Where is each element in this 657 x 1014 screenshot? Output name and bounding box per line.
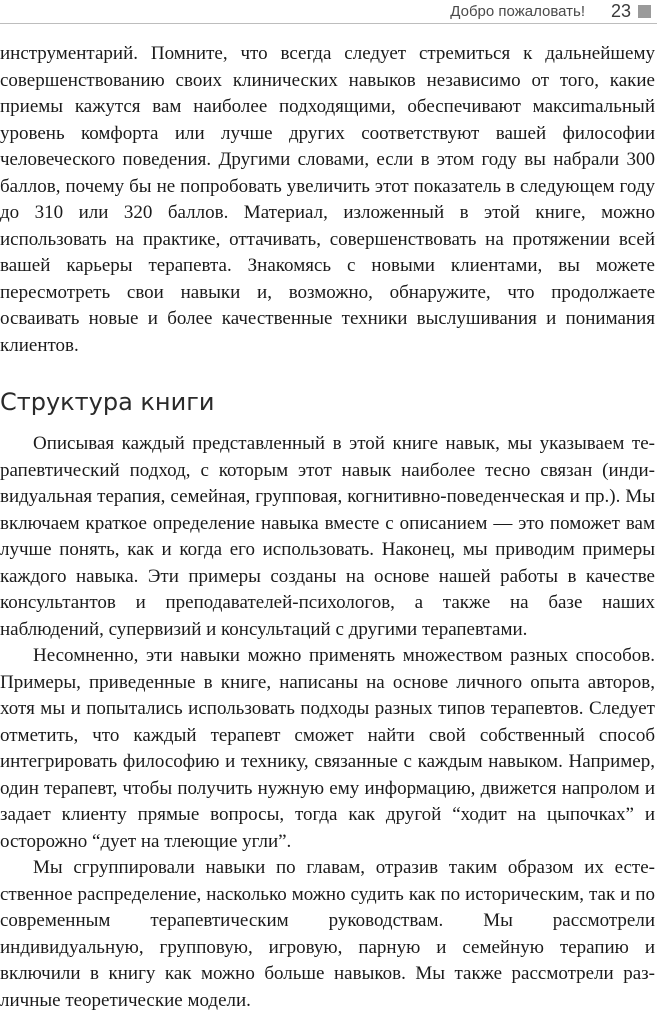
body-paragraph-1: Описывая каждый представленный в этой книге навык, мы указываем терапевтический подход, с которым этот навык наиболее тесно связан (индивидуальная терапия, семейная, групповая, когнитивно-поведенческая и пр.). Мы включаем краткое определение навыка вместе с описанием — это поможет вам лучше понять, как и когда его использовать. Наконец, мы приводим примеры каждого навыка. Эти примеры созданы на основе нашей работы в качестве консультантов и преподавателей-психологов, а также на базе наших наблюдений, супервизий и консультаций с другими терапевтами. — [0, 433, 655, 640]
running-header-title: Добро пожаловать! — [450, 3, 585, 20]
body-paragraph-2: Несомненно, эти навыки можно применять множеством разных способов. Примеры, приведенные в книге, написаны на основе личного опыта авторов, хотя мы и попытались использовать подходы разных типов терапевтов. Следует отметить, что каждый терапевт сможет найти свой собственный способ интегрировать философию и технику, связанные с каждым навыком. Например, один терапевт, чтобы получить нужную ему информацию, движется напролом и задает клиенту прямые вопросы, тогда как другой “ходит на цыпочках” и осторожно “дует на тлеющие угли”. — [0, 645, 655, 852]
header-divider — [0, 23, 657, 24]
header-square-marker — [638, 5, 651, 18]
intro-paragraph: инструментарий. Помните, что всегда следует стремиться к дальнейшему совершенствованию своих клинических навыков независимо от того, какие приемы кажутся вам наиболее подходящими, обеспечивают максиmальный уровень комфорта или лучше других соответствуют вашей философии человеческого поведения. Другими словами, если в этом году вы набрали 300 баллов, почему бы не попробовать увеличить этот показатель в следующем году до 310 или 320 баллов. Материал, изложенный в этой книге, можно использовать на практике, оттачивать, совершенствовать на протяжении всей вашей карьеры терапевта. Знакомясь с новыми клиентами, вы можете пересмотреть свои навыки и, возможно, обнаружите, что продолжаете осваивать новые и более качественные техники выслушивания и понимания клиентов. — [0, 43, 655, 356]
running-header — [0, 0, 657, 24]
page-body — [0, 41, 655, 1014]
page-number: 23 — [610, 1, 631, 21]
section-heading: Структура книги — [0, 388, 215, 416]
body-paragraph-3: Мы сгруппировали навыки по главам, отразив таким образом их естественное распределение, насколько можно судить как по историческим, так и по современным терапевтическим руководствам. Мы рассмотрели индивидуальную, групповую, игровую, парную и семейную терапию и включили в книгу как можно больше навыков. Мы также рассмотрели различные теоретические модели. — [0, 857, 655, 1011]
